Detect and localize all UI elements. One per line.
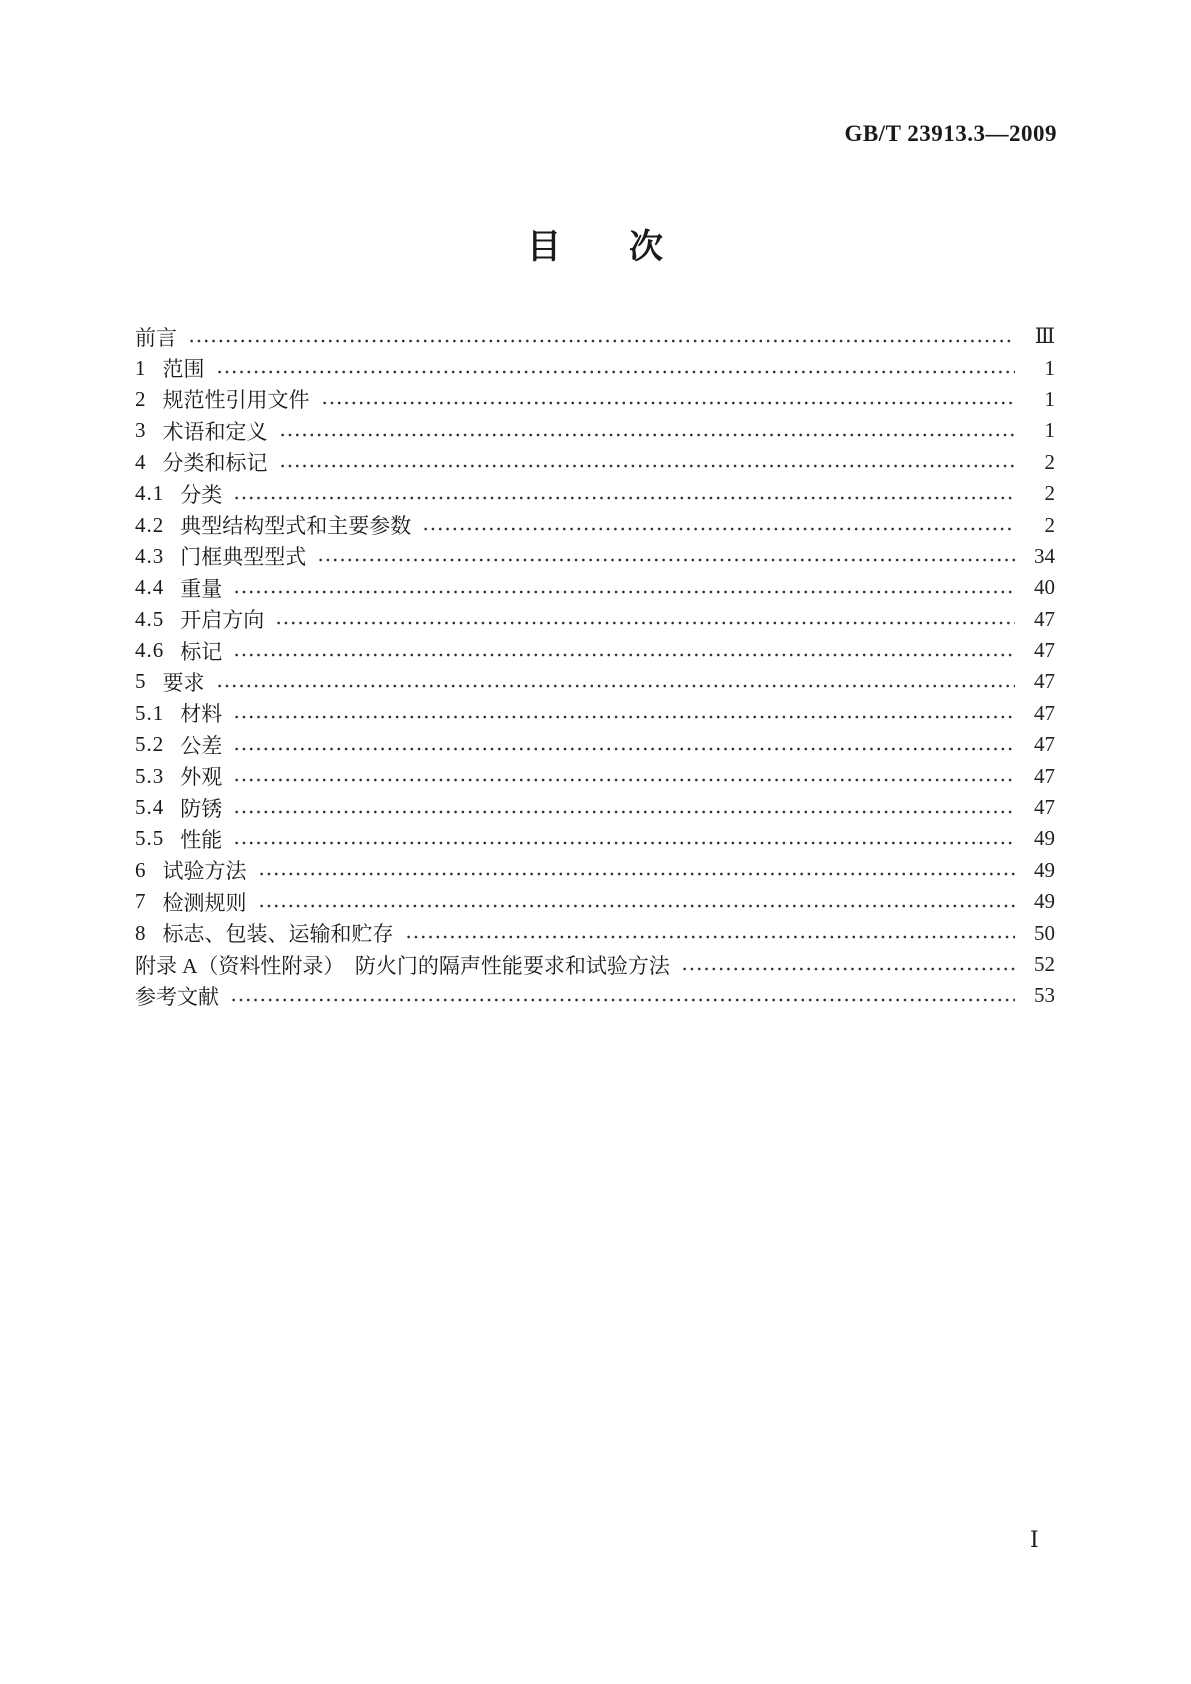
- standard-number-header: GB/T 23913.3—2009: [844, 121, 1057, 146]
- dot-leader: [319, 401, 1016, 405]
- toc-entry-page: 34: [1034, 543, 1055, 568]
- toc-entry-label: 试验方法: [162, 859, 247, 884]
- toc-entry-number: 5.5: [135, 826, 165, 851]
- dot-leader: [231, 810, 1015, 814]
- toc-entry-label: 范围: [162, 357, 205, 382]
- dot-leader: [228, 998, 1015, 1002]
- toc-entry-label: 术语和定义: [162, 419, 268, 444]
- toc-entry-page: 2: [1044, 481, 1055, 506]
- toc-entry: [135, 541, 1055, 572]
- toc-entry: [135, 447, 1055, 478]
- dot-leader: [231, 496, 1015, 500]
- toc-entry-label: 规范性引用文件: [162, 388, 310, 413]
- toc-entry-number: 6: [135, 857, 147, 882]
- toc-entry-label: 要求: [162, 670, 205, 695]
- toc-entry-label: 附录 A（资料性附录） 防火门的隔声性能要求和试验方法: [135, 953, 670, 978]
- toc-entry-page: 1: [1044, 386, 1055, 411]
- dot-leader: [186, 339, 1015, 343]
- toc-entry-label: 材料: [180, 702, 223, 727]
- toc-entry-page: 49: [1034, 826, 1055, 851]
- toc-entry-number: 4.4: [135, 575, 165, 600]
- toc-entry: [135, 478, 1055, 509]
- toc-entry-number: 4.2: [135, 512, 165, 537]
- toc-entry: [135, 886, 1055, 917]
- toc-entry-number: 4.3: [135, 543, 165, 568]
- toc-entry-number: 5.3: [135, 763, 165, 788]
- toc-entry-label: 分类和标记: [162, 451, 268, 476]
- dot-leader: [231, 715, 1015, 719]
- toc-entry-number: 4.1: [135, 481, 165, 506]
- toc-entry-page: 1: [1044, 355, 1055, 380]
- toc-entry-page: 47: [1034, 669, 1055, 694]
- toc-entry: [135, 415, 1055, 446]
- dot-leader: [231, 590, 1015, 594]
- toc-entry: [135, 635, 1055, 666]
- toc-entry-number: 3: [135, 418, 147, 443]
- toc-entry: [135, 949, 1055, 980]
- toc-entry-number: 2: [135, 386, 147, 411]
- toc-entry-label: 标志、包装、运输和贮存: [162, 922, 394, 947]
- toc-entry-page: 47: [1034, 700, 1055, 725]
- toc-entry-number: 4: [135, 449, 147, 474]
- dot-leader: [231, 778, 1015, 782]
- toc-entry-page: 49: [1034, 889, 1055, 914]
- toc-entry-page: 47: [1034, 795, 1055, 820]
- toc-entry-page: 2: [1044, 512, 1055, 537]
- dot-leader: [277, 433, 1016, 437]
- toc-entry-label: 防锈: [180, 796, 223, 821]
- toc-entry-page: 52: [1034, 952, 1055, 976]
- toc-entry: [135, 792, 1055, 823]
- dot-leader: [256, 904, 1016, 908]
- toc-entry-label: 开启方向: [180, 608, 265, 633]
- toc-entry: [135, 509, 1055, 540]
- toc-entry-number: 5: [135, 669, 147, 694]
- toc-entry-number: 5.2: [135, 732, 165, 757]
- toc-entry-page: 53: [1034, 983, 1055, 1008]
- toc-entry-number: 4.6: [135, 638, 165, 663]
- toc-entry-number: 7: [135, 889, 147, 914]
- dot-leader: [256, 872, 1016, 876]
- dot-leader: [315, 558, 1015, 562]
- toc-entry-label: 检测规则: [162, 890, 247, 915]
- dot-leader: [403, 935, 1016, 939]
- dot-leader: [214, 684, 1016, 688]
- toc-entry: [135, 729, 1055, 760]
- toc-entry: [135, 823, 1055, 854]
- toc-entry-number: 5.4: [135, 795, 165, 820]
- toc-entry-page: 49: [1034, 857, 1055, 882]
- toc-entry-page: Ⅲ: [1034, 324, 1055, 349]
- toc-entry: [135, 666, 1055, 697]
- dot-leader: [214, 370, 1016, 374]
- toc-entry-label: 外观: [180, 765, 223, 790]
- toc-entry-label: 典型结构型式和主要参数: [180, 514, 412, 539]
- toc-entry-label: 门框典型型式: [180, 545, 307, 570]
- toc-entry-page: 2: [1044, 449, 1055, 474]
- toc-entry-label: 前言: [135, 325, 177, 350]
- dot-leader: [231, 653, 1015, 657]
- toc-entry-page: 1: [1044, 418, 1055, 443]
- dot-leader: [273, 621, 1015, 625]
- toc-list: [135, 321, 1055, 1012]
- toc-entry-label: 性能: [180, 827, 223, 852]
- toc-entry-number: 8: [135, 920, 147, 945]
- toc-entry-label: 标记: [180, 639, 223, 664]
- dot-leader: [679, 967, 1015, 971]
- toc-entry: [135, 980, 1055, 1011]
- toc-entry-label: 公差: [180, 733, 223, 758]
- toc-entry-page: 47: [1034, 606, 1055, 631]
- toc-entry: [135, 572, 1055, 603]
- toc-entry: [135, 604, 1055, 635]
- toc-entry-number: 1: [135, 355, 147, 380]
- toc-entry: [135, 352, 1055, 383]
- page-title: 目 次: [527, 229, 663, 266]
- toc-entry-page: 50: [1034, 920, 1055, 945]
- toc-entry-page: 47: [1034, 763, 1055, 788]
- toc-entry-label: 重量: [180, 576, 223, 601]
- toc-entry-label: 分类: [180, 482, 223, 507]
- toc-entry-label: 参考文献: [135, 984, 219, 1009]
- toc-entry-page: 47: [1034, 732, 1055, 757]
- toc-entry: [135, 855, 1055, 886]
- toc-entry: [135, 698, 1055, 729]
- dot-leader: [231, 747, 1015, 751]
- toc-entry: [135, 321, 1055, 352]
- footer-page-number: Ⅰ: [1030, 1527, 1039, 1552]
- toc-entry-page: 40: [1034, 575, 1055, 600]
- dot-leader: [277, 464, 1016, 468]
- toc-entry: [135, 384, 1055, 415]
- toc-entry-page: 47: [1034, 638, 1055, 663]
- toc-entry: [135, 760, 1055, 791]
- dot-leader: [231, 841, 1015, 845]
- dot-leader: [420, 527, 1015, 531]
- toc-entry-number: 4.5: [135, 606, 165, 631]
- toc-entry: [135, 917, 1055, 948]
- toc-entry-number: 5.1: [135, 700, 165, 725]
